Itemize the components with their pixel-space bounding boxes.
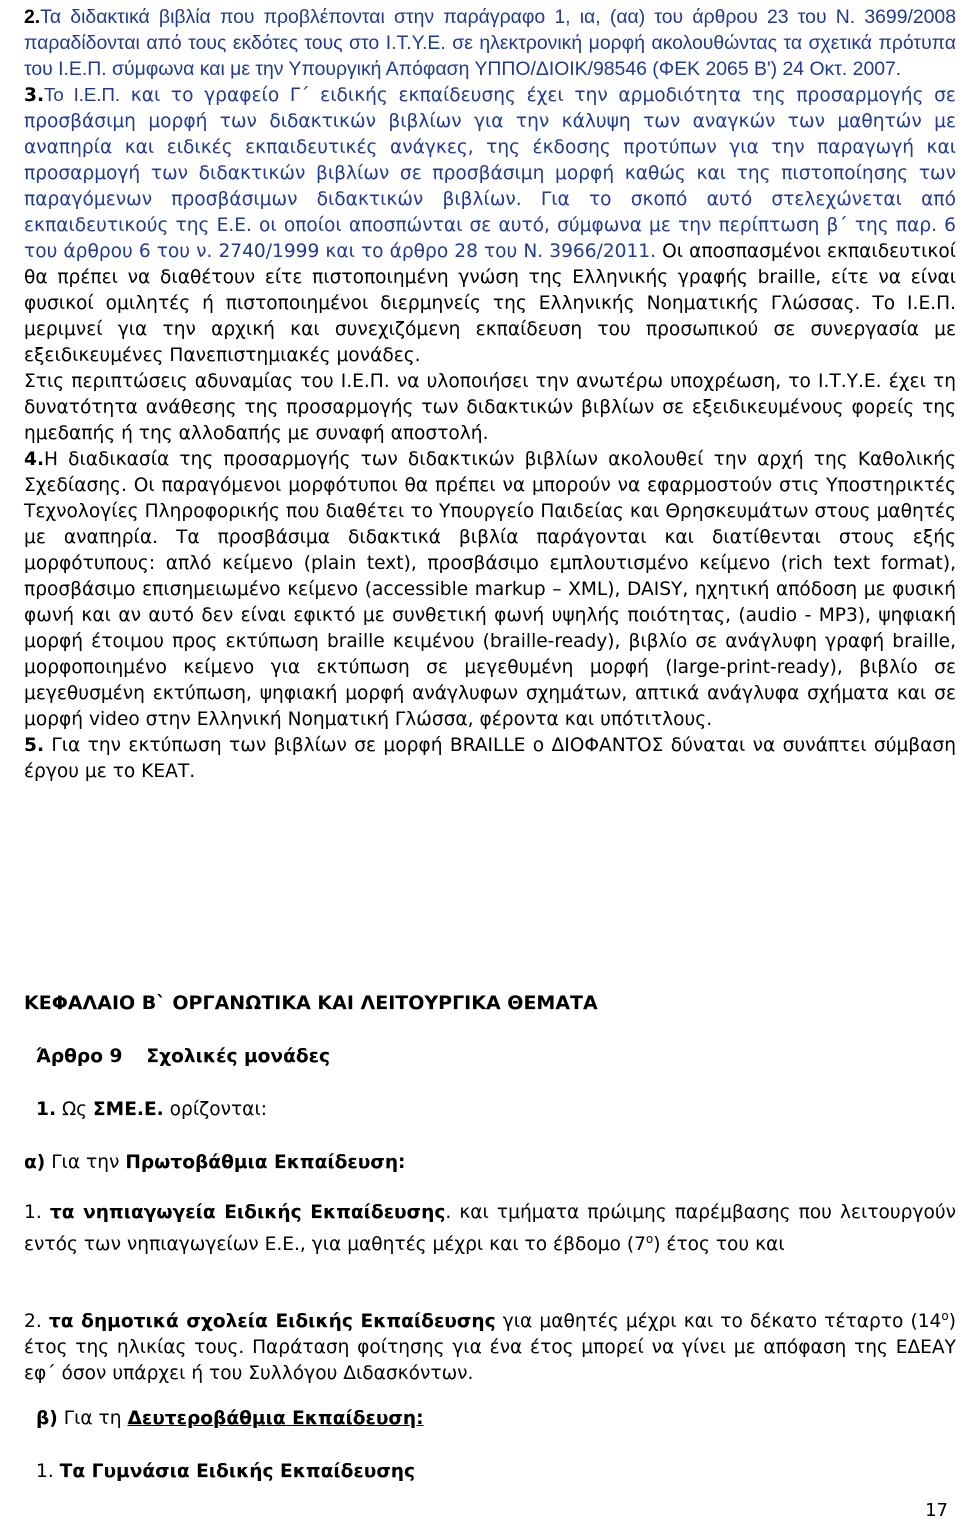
section-label: β) bbox=[36, 1408, 58, 1429]
paragraph-text: Τα προσβάσιμα διδακτικά βιβλία παράγονται και διατίθενται στους εξής μορφότυπους: απλό κείμενο (plain text), προσβάσιμο εμπλουτισμένο κείμενο (rich text format), προσβάσιμο επισημειωμένο κείμενο (accessible markup – XML), DAISY, ηχητική απόδοση με φυσική φωνή και αν αυτό δεν είναι εφικτό με συνθετική φωνή υψηλής ποιότητας, (audio - MP3), ψηφιακή μορφή έτοιμου προς εκτύπωση braille κειμένου (braille-ready), βιβλίο σε ανάγλυφη γραφή braille, μορφοποιημένο κείμενο για εκτύπωση σε μεγεθυμένη μορφή (large-print-ready), βιβλίο σε μεγεθυσμένη εκτύπωση, ψηφιακή μορφή ανάγλυφων σχημάτων, απτικά ανάγλυφα σχήματα και σε μορφή video στην Ελληνική Νοηματική Γλώσσα, φέροντα και υπότιτλους. bbox=[24, 527, 956, 730]
paragraph-3-continued bbox=[24, 369, 956, 447]
definition-line bbox=[36, 1097, 267, 1123]
item-text: ) έτος της ηλικίας τους. Παράταση φοίτησης για ένα έτος μπορεί να γίνει με απόφαση της ΕΔΕΑΥ εφ΄ όσον υπάρχει ή του Συλλόγου Διδασκόντων. bbox=[24, 1311, 956, 1385]
item-number: 1. bbox=[36, 1099, 57, 1120]
article-label: Άρθρο 9 bbox=[36, 1046, 123, 1067]
section-b-heading bbox=[36, 1406, 424, 1432]
paragraph-number: 4. bbox=[24, 449, 45, 470]
paragraph-text: Η διαδικασία της προσαρμογής των διδακτικών βιβλίων ακολουθεί την αρχή της Καθολικής Σχεδίασης. bbox=[24, 449, 956, 496]
paragraph-number: 3. bbox=[24, 85, 45, 106]
paragraph-text: Τα διδακτικά βιβλία που προβλέπονται στην παράγραφο 1, ια, (αα) του άρθρου 23 του Ν. 3699/2008 παραδίδονται από τους εκδότες τους στο Ι.Τ.Υ.Ε. σε ηλεκτρονική μορφή ακολουθώντας τα σχετικά πρότυπα του Ι.Ε.Π. σύμφωνα και με την Υπουργική Απόφαση ΥΠΠΟ/ΔΙΟΙΚ/98546 (ΦΕΚ 2065 Β') 24 Οκτ. 2007. bbox=[24, 6, 956, 80]
item-number: 1. bbox=[36, 1461, 54, 1482]
article-title: Σχολικές μονάδες bbox=[146, 1046, 330, 1067]
section-pre: Για τη bbox=[63, 1408, 122, 1429]
section-title: Δευτεροβάθμια Εκπαίδευση: bbox=[127, 1408, 424, 1429]
section-title: Πρωτοβάθμια Εκπαίδευση: bbox=[125, 1152, 406, 1173]
paragraph-number: 5. bbox=[24, 735, 45, 756]
superscript: ο bbox=[645, 1232, 654, 1246]
paragraph-lead: Το Ι.Ε.Π. bbox=[44, 84, 121, 105]
item-bold: τα δημοτικά σχολεία Ειδικής Εκπαίδευσης bbox=[48, 1311, 496, 1333]
item-text: για μαθητές μέχρι και το δέκατο τέταρτο (14 bbox=[495, 1311, 942, 1333]
paragraph-text: Οι παραγόμενοι μορφότυποι θα πρέπει να μπορούν να εφαρμοστούν στις Υποστηρικτές Τεχνολογίες Πληροφορικής που διαθέτει το Υπουργείο Παιδείας και Θρησκευμάτων στους μαθητές με αναπηρία. bbox=[24, 475, 956, 548]
definition-pre: Ως bbox=[61, 1099, 88, 1120]
body-text bbox=[24, 4, 956, 785]
paragraph-5 bbox=[24, 733, 956, 785]
item-bold: τα νηπιαγωγεία Ειδικής Εκπαίδευσης bbox=[49, 1202, 446, 1223]
paragraph-3 bbox=[24, 82, 956, 369]
item-number: 1. bbox=[24, 1202, 42, 1223]
superscript: ο bbox=[941, 1309, 949, 1323]
article-heading bbox=[36, 1044, 330, 1070]
section-a-heading bbox=[24, 1150, 406, 1176]
paragraph-text: Στις περιπτώσεις αδυναμίας του Ι.Ε.Π. να υλοποιήσει την ανωτέρω υποχρέωση, το Ι.Τ.Υ.Ε. έχει τη δυνατότητα ανάθεσης της προσαρμογής των διδακτικών βιβλίων σε εξειδικευμένους φορείς της ημεδαπής ή της αλλοδαπής με συναφή αποστολή. bbox=[24, 371, 956, 444]
paragraph-text: Για την εκτύπωση των βιβλίων σε μορφή BRAILLE ο ΔΙΟΦΑΝΤΟΣ δύναται να συνάπτει σύμβαση έργου με το ΚΕΑΤ. bbox=[24, 735, 956, 782]
item-b1 bbox=[36, 1459, 415, 1485]
paragraph-2 bbox=[24, 4, 956, 82]
paragraph-number: 2. bbox=[24, 6, 41, 28]
paragraph-4 bbox=[24, 447, 956, 733]
item-text: . και τμήματα πρώιμης παρέμβασης που λειτουργούν εντός των νηπιαγωγείων Ε.Ε., για μαθητές μέχρι και το έβδομο (7 bbox=[24, 1202, 956, 1256]
chapter-title: ΚΕΦΑΛΑΙΟ Β` ΟΡΓΑΝΩΤΙΚΑ ΚΑΙ ΛΕΙΤΟΥΡΓΙΚΑ ΘΕΜΑΤΑ bbox=[24, 992, 598, 1014]
definition-abbr: ΣΜΕ.Ε. bbox=[92, 1099, 164, 1120]
definition-post: ορίζονται: bbox=[169, 1099, 267, 1120]
item-a2 bbox=[24, 1303, 956, 1387]
paragraph-text: Οι αποσπασμένοι εκπαιδευτικοί θα πρέπει να διαθέτουν είτε πιστοποιημένη γνώση της Ελληνικής γραφής braille, είτε να είναι φυσικοί ομιλητές ή πιστοποιημένοι διερμηνείς της Ελληνικής Νοηματικής Γλώσσας. Το Ι.Ε.Π. μεριμνεί για την αρχική και συνεχιζόμενη εκπαίδευση του προσωπικού σε συνεργασία με εξειδικευμένες Πανεπιστημιακές μονάδες. bbox=[24, 241, 956, 366]
item-a1 bbox=[24, 1200, 956, 1258]
item-number: 2. bbox=[24, 1311, 42, 1333]
section-pre: Για την bbox=[51, 1152, 120, 1173]
item-bold: Τα Γυμνάσια Ειδικής Εκπαίδευσης bbox=[59, 1461, 416, 1482]
paragraph-text: και το γραφείο Γ΄ ειδικής εκπαίδευσης έχει την αρμοδιότητα της προσαρμογής σε προσβάσιμη μορφή των διδακτικών βιβλίων για την κάλυψη των αναγκών των μαθητών με αναπηρία και ειδικές εκπαιδευτικές ανάγκες, της έκδοσης προτύπων για την παραγωγή και προσαρμογή των διδακτικών βιβλίων σε προσβάσιμη μορφή καθώς και της πιστοποίησης των παραγόμενων προσβάσιμων διδακτικών βιβλίων. Για το σκοπό αυτό στελεχώνεται από εκπαιδευτικούς της Ε.Ε. οι οποίοι αποσπώνται σε αυτό, σύμφωνα με την περίπτωση β΄ της παρ. 6 του άρθρου 6 του ν. 2740/1999 και το άρθρο 28 του Ν. 3966/2011. bbox=[24, 85, 956, 262]
item-text: ) έτος του και bbox=[653, 1234, 785, 1256]
section-label: α) bbox=[24, 1152, 46, 1173]
page-number: 17 bbox=[925, 1500, 948, 1521]
